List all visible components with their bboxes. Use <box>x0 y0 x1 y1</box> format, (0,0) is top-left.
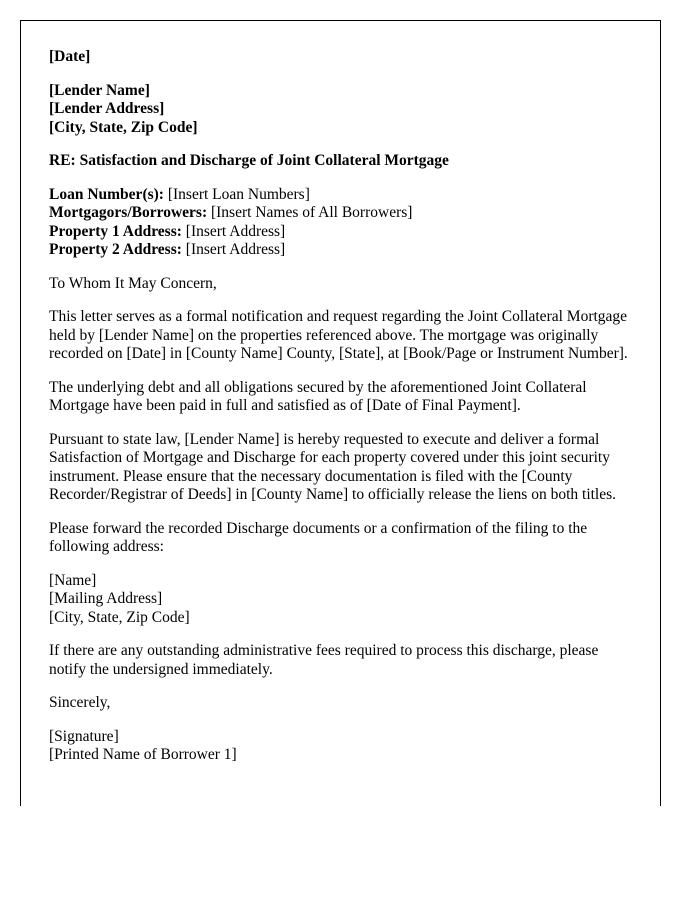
property-2-line <box>49 241 630 260</box>
forward-address-block <box>49 572 630 628</box>
forward-name-line: [Name] <box>49 571 97 589</box>
lender-address-line: [Lender Address] <box>49 100 165 117</box>
property-1-value: [Insert Address] <box>181 222 286 240</box>
property-2-value: [Insert Address] <box>181 241 286 258</box>
borrowers-value: [Insert Names of All Borrowers] <box>207 204 413 221</box>
paragraph-notification: This letter serves as a formal notification and request regarding the Joint Collateral Mortgage held by [Lender Name] on the properties referenced above. The mortgage was originally recorded on [Date] in [County Name] County, [State], at [Book/Page or Instrument Number]. <box>49 308 628 362</box>
paragraph-debt-satisfied: The underlying debt and all obligations secured by the aforementioned Joint Collateral Mortgage have been paid in full and satisfied as of [Date of Final Payment]. <box>49 378 587 414</box>
subject-line: RE: Satisfaction and Discharge of Joint Collateral Mortgage <box>49 152 449 169</box>
loan-numbers-value: [Insert Loan Numbers] <box>163 185 310 203</box>
signature-line: [Signature] <box>49 727 119 745</box>
closing-line: Sincerely, <box>49 694 111 711</box>
borrowers-line <box>49 204 630 223</box>
loan-details-block <box>49 186 630 260</box>
property-2-label: Property 2 Address: <box>49 241 182 258</box>
salutation-line: To Whom It May Concern, <box>49 274 217 292</box>
property-1-line <box>49 223 630 242</box>
lender-name-line: [Lender Name] <box>49 81 150 99</box>
paragraph-fees-notice: If there are any outstanding administrative fees required to process this discharge, please notify the undersigned immediately. <box>49 642 599 678</box>
loan-numbers-line <box>49 186 630 205</box>
paragraph-discharge-request: Pursuant to state law, [Lender Name] is hereby requested to execute and deliver a formal Satisfaction of Mortgage and Discharge for each property covered under this joint security instrument. Please ensure that the necessary documentation is filed with the [County Recorder/Registrar of Deeds] in [County Name] to officially release the liens on both titles. <box>49 430 617 503</box>
loan-numbers-label: Loan Number(s): <box>49 185 164 203</box>
lender-address-block <box>49 82 630 138</box>
property-1-label: Property 1 Address: <box>49 222 182 240</box>
signature-block <box>49 728 630 765</box>
paragraph-forward-request: Please forward the recorded Discharge documents or a confirmation of the filing to the following address: <box>49 519 588 555</box>
borrowers-label: Mortgagors/Borrowers: <box>49 204 208 221</box>
forward-city-state-zip-line: [City, State, Zip Code] <box>49 608 190 626</box>
forward-mailing-address-line: [Mailing Address] <box>49 590 163 607</box>
date-line: [Date] <box>49 48 91 65</box>
lender-city-state-zip-line: [City, State, Zip Code] <box>49 118 198 136</box>
printed-name-line: [Printed Name of Borrower 1] <box>49 746 237 763</box>
letter-page <box>20 20 661 806</box>
